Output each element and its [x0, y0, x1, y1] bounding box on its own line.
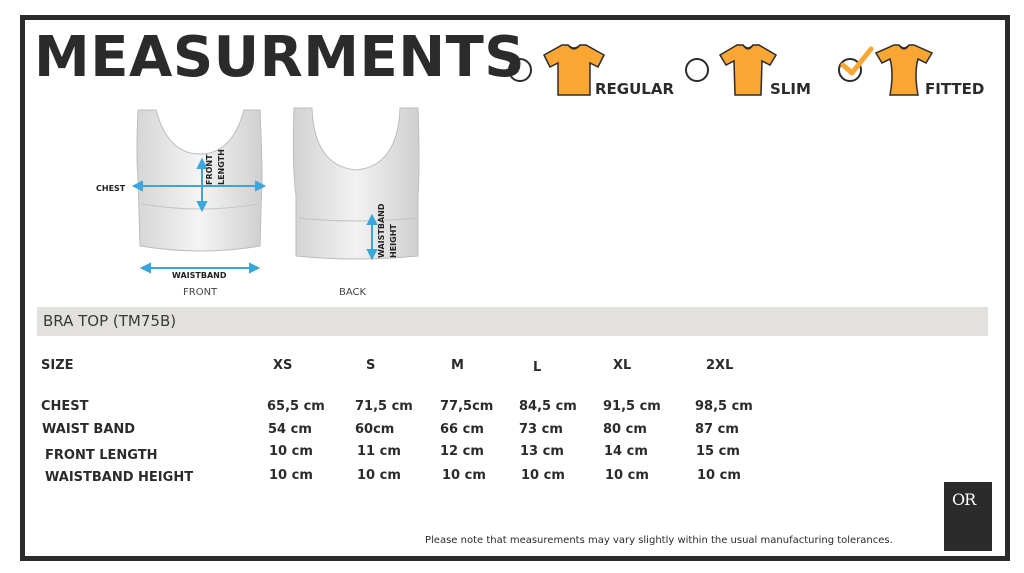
tolerance-note: Please note that measurements may vary slightly within the usual manufacturing tolerances. — [425, 535, 893, 546]
table-cell: 13 cm — [520, 444, 564, 459]
fit-slim-label: SLIM — [770, 80, 811, 98]
table-cell: 10 cm — [269, 444, 313, 459]
front-length-label-1: FRONT — [205, 154, 214, 185]
front-arrows-icon — [132, 106, 272, 276]
chest-label: CHEST — [96, 184, 126, 193]
size-m: M — [451, 358, 464, 373]
table-cell: 11 cm — [357, 444, 401, 459]
waistband-label: WAISTBAND — [172, 271, 227, 280]
page-title: MEASURMENTS — [34, 25, 526, 90]
table-cell: 65,5 cm — [267, 399, 325, 414]
table-cell: 80 cm — [603, 422, 647, 437]
table-cell: 73 cm — [519, 422, 563, 437]
product-bar — [37, 307, 988, 336]
row-label-front-length: FRONT LENGTH — [45, 448, 158, 463]
size-header: SIZE — [41, 358, 74, 373]
table-cell: 98,5 cm — [695, 399, 753, 414]
size-s: S — [366, 358, 376, 373]
table-cell: 54 cm — [268, 422, 312, 437]
bra-top-back-image — [290, 106, 424, 262]
fitted-check-icon — [835, 43, 875, 83]
table-cell: 12 cm — [440, 444, 484, 459]
row-label-waist-band: WAIST BAND — [42, 422, 136, 437]
product-name: BRA TOP (TM75B) — [43, 312, 177, 330]
table-cell: 10 cm — [357, 468, 401, 483]
fit-regular-radio[interactable] — [508, 58, 532, 82]
table-cell: 15 cm — [696, 444, 740, 459]
fit-fitted-label: FITTED — [925, 80, 985, 98]
table-cell: 77,5cm — [440, 399, 494, 414]
table-cell: 14 cm — [604, 444, 648, 459]
table-cell: 10 cm — [269, 468, 313, 483]
front-length-label-2: LENGTH — [217, 149, 226, 185]
waistband-height-label-1: WAISTBAND — [377, 203, 386, 258]
logo-text: OR — [952, 490, 976, 509]
table-cell: 10 cm — [605, 468, 649, 483]
table-cell: 10 cm — [697, 468, 741, 483]
table-cell: 84,5 cm — [519, 399, 577, 414]
fit-regular-label: REGULAR — [595, 80, 675, 98]
brand-logo — [944, 482, 992, 551]
table-cell: 71,5 cm — [355, 399, 413, 414]
table-cell: 10 cm — [442, 468, 486, 483]
back-view-label: BACK — [339, 287, 367, 298]
row-label-chest: CHEST — [41, 399, 89, 414]
table-cell: 10 cm — [521, 468, 565, 483]
fit-slim-radio[interactable] — [685, 58, 709, 82]
front-view-label: FRONT — [183, 287, 218, 298]
row-label-waistband-height: WAISTBAND HEIGHT — [45, 470, 194, 485]
waistband-height-label-2: HEIGHT — [389, 224, 398, 258]
size-l: L — [533, 360, 542, 375]
table-cell: 60cm — [355, 422, 395, 437]
table-cell: 91,5 cm — [603, 399, 661, 414]
size-2xl: 2XL — [706, 358, 734, 373]
table-cell: 66 cm — [440, 422, 484, 437]
size-xl: XL — [613, 358, 632, 373]
size-xs: XS — [273, 358, 293, 373]
table-cell: 87 cm — [695, 422, 739, 437]
